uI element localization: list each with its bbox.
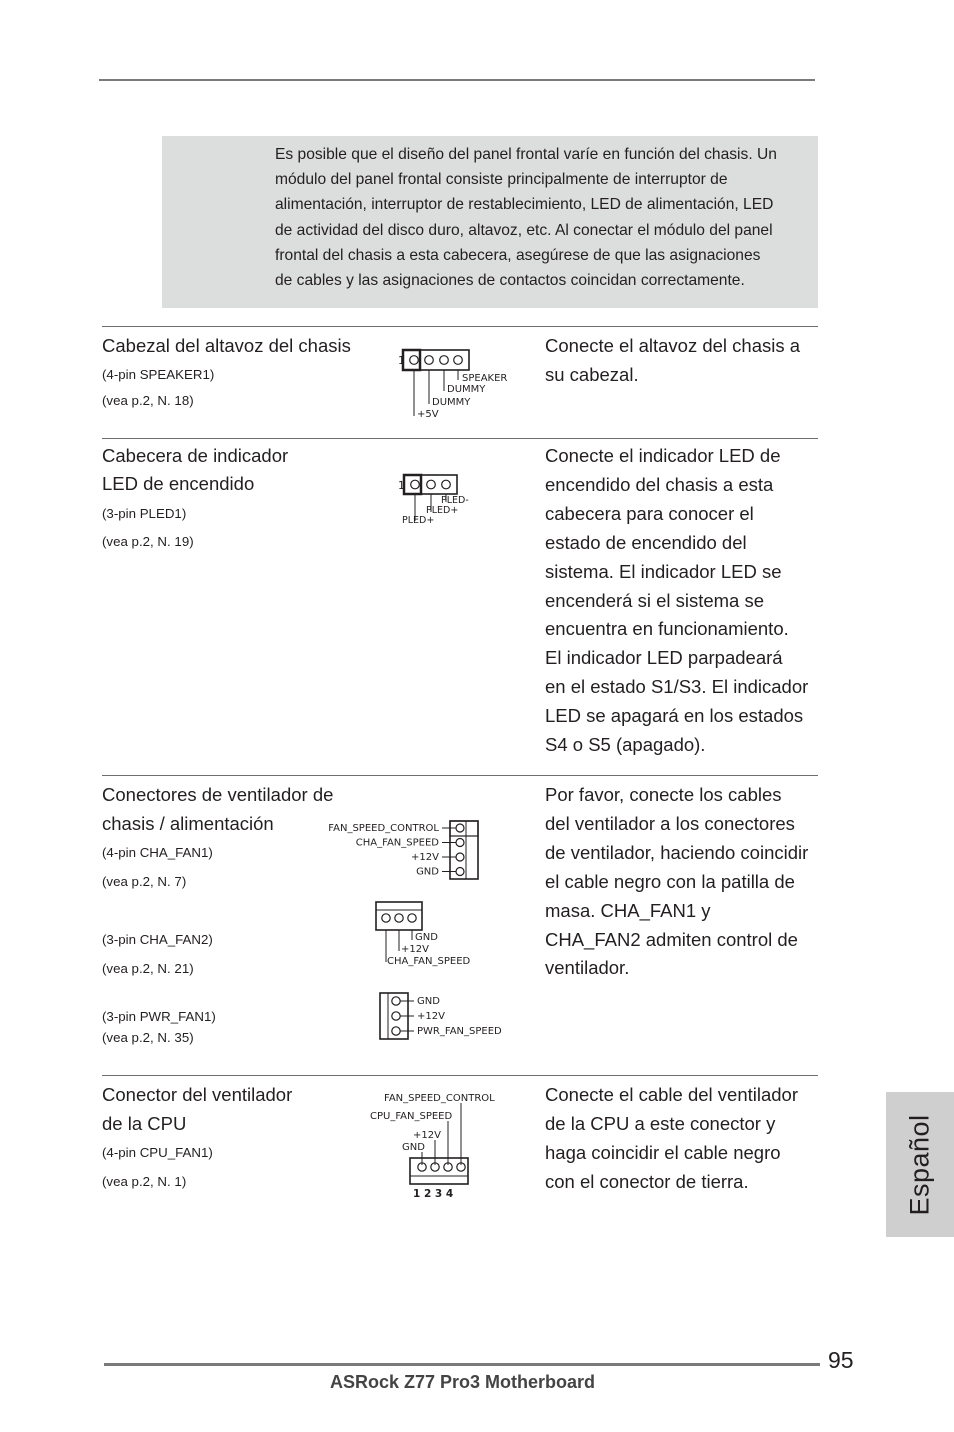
- desc-line: encuentra en funcionamiento.: [545, 618, 789, 640]
- fan-speed-control-label: FAN_SPEED_CONTROL: [384, 1093, 495, 1104]
- note-line: de cables y las asignaciones de contactos coincidan correctamente.: [275, 272, 745, 290]
- desc-line: Conecte el indicador LED de: [545, 445, 781, 466]
- pin1-number: 1: [398, 354, 405, 367]
- desc-line: ventilador.: [545, 957, 630, 979]
- dummy-pin-label: DUMMY: [447, 384, 486, 395]
- desc-line: del ventilador a los conectores: [545, 812, 795, 834]
- section-divider: [102, 1075, 818, 1076]
- gnd-label: GND: [417, 996, 440, 1007]
- cha-fan1-pin: (4-pin CHA_FAN1): [102, 845, 213, 860]
- gnd-label: GND: [416, 866, 439, 878]
- cpu-fan1-pin: (4-pin CPU_FAN1): [102, 1145, 213, 1160]
- desc-line: sistema. El indicador LED se: [545, 560, 782, 582]
- desc-line: su cabezal.: [545, 363, 639, 385]
- 12v-label: +12V: [417, 1011, 445, 1022]
- desc-line: CHA_FAN2 admiten control de: [545, 928, 798, 950]
- pled-header-diagram: [395, 470, 475, 528]
- dummy-pin-label: DUMMY: [432, 397, 471, 408]
- language-side-tab: [886, 1092, 954, 1237]
- fan-speed-control-label: FAN_SPEED_CONTROL: [328, 823, 439, 834]
- fans-title-line1: Conectores de ventilador de: [102, 784, 334, 805]
- pled-ref: (vea p.2, N. 19): [102, 534, 194, 549]
- cpu-fan-speed-label: CPU_FAN_SPEED: [370, 1111, 453, 1122]
- pled-pin: (3-pin PLED1): [102, 506, 187, 521]
- gnd-label: GND: [415, 932, 438, 943]
- footer-title: ASRock Z77 Pro3 Motherboard: [330, 1372, 596, 1392]
- cha-fan1-ref: (vea p.2, N. 7): [102, 874, 187, 889]
- page-number: 95: [828, 1347, 854, 1373]
- desc-line: Conecte el cable del ventilador: [545, 1084, 798, 1105]
- speaker-header-diagram: [395, 346, 515, 422]
- desc-line: encenderá si el sistema se: [545, 589, 765, 611]
- note-line: frontal del chasis a esta cabecera, asegúrese de que las asignaciones: [275, 246, 761, 264]
- 12v-label: +12V: [413, 1130, 441, 1141]
- pwr-fan1-header-diagram: [376, 990, 516, 1044]
- section-divider: [102, 438, 818, 439]
- 12v-label: +12V: [411, 852, 439, 863]
- top-rule: [99, 79, 815, 81]
- pled-title-line1: Cabecera de indicador: [102, 445, 289, 466]
- cha-fan2-ref: (vea p.2, N. 21): [102, 961, 194, 976]
- pwr-fan1-pin: (3-pin PWR_FAN1): [102, 1009, 216, 1024]
- note-line: Es posible que el diseño del panel frontal varíe en función del chasis. Un: [275, 146, 777, 163]
- language-label: Español: [904, 1113, 935, 1216]
- speaker-title: Cabezal del altavoz del chasis: [102, 335, 351, 356]
- speaker-desc: [545, 332, 825, 390]
- desc-line: Por favor, conecte los cables: [545, 784, 782, 805]
- cha-fan2-pin: (3-pin CHA_FAN2): [102, 932, 213, 947]
- note-line: de actividad del disco duro, altavoz, etc. Al conectar el módulo del panel: [275, 221, 773, 239]
- fans-title-line2: chasis / alimentación: [102, 813, 274, 834]
- desc-line: estado de encendido del: [545, 531, 747, 553]
- section-divider: [102, 775, 818, 776]
- note-text: [275, 142, 820, 293]
- desc-line: encendido del chasis a esta: [545, 473, 774, 495]
- desc-line: con el conector de tierra.: [545, 1170, 749, 1192]
- 5v-pin-label: +5V: [417, 409, 439, 420]
- speaker-pin-label: SPEAKER: [462, 373, 508, 384]
- cha-fan-speed-label: CHA_FAN_SPEED: [355, 837, 439, 849]
- speaker-ref: (vea p.2, N. 18): [102, 393, 194, 408]
- cpu-title-line1: Conector del ventilador: [102, 1084, 293, 1105]
- cha-fan-speed-label: CHA_FAN_SPEED: [387, 956, 471, 967]
- cpu-desc: [545, 1081, 825, 1197]
- section-divider: [102, 326, 818, 327]
- cha-fan2-header-diagram: [372, 899, 484, 969]
- cha-fan1-header-diagram: [312, 818, 482, 882]
- cpu-fan1-ref: (vea p.2, N. 1): [102, 1174, 187, 1189]
- pled-desc: [545, 442, 825, 760]
- cpu-title-line2: de la CPU: [102, 1113, 187, 1134]
- pled-minus-label: PLED-: [441, 495, 469, 506]
- desc-line: de la CPU a este conector y: [545, 1112, 776, 1134]
- cpu-fan1-header-diagram: [366, 1090, 506, 1202]
- note-line: módulo del panel frontal consiste principalmente de interruptor de: [275, 171, 728, 189]
- desc-line: masa. CHA_FAN1 y: [545, 899, 711, 921]
- pled-plus-label: PLED+: [402, 515, 435, 526]
- 12v-label: +12V: [401, 944, 429, 955]
- pin-numbers: 1 2 3 4: [413, 1188, 454, 1200]
- desc-line: S4 o S5 (apagado).: [545, 734, 706, 756]
- desc-line: haga coincidir el cable negro: [545, 1141, 781, 1163]
- pwr-fan1-ref: (vea p.2, N. 35): [102, 1030, 194, 1045]
- desc-line: cabecera para conocer el: [545, 502, 754, 524]
- desc-line: LED se apagará en los estados: [545, 705, 804, 727]
- desc-line: el cable negro con la patilla de: [545, 870, 795, 892]
- note-line: alimentación, interruptor de restablecimiento, LED de alimentación, LED: [275, 196, 774, 214]
- speaker-pin: (4-pin SPEAKER1): [102, 367, 215, 382]
- pled-plus-label: PLED+: [426, 505, 459, 516]
- bottom-rule: [104, 1363, 820, 1366]
- pled-title-line2: LED de encendido: [102, 473, 255, 494]
- desc-line: El indicador LED parpadeará: [545, 647, 783, 669]
- gnd-label: GND: [402, 1142, 425, 1153]
- pwr-fan-speed-label: PWR_FAN_SPEED: [417, 1026, 502, 1037]
- desc-line: Conecte el altavoz del chasis a: [545, 335, 801, 356]
- desc-line: de ventilador, haciendo coincidir: [545, 841, 809, 863]
- pin1-number: 1: [398, 479, 405, 492]
- fans-desc: [545, 781, 825, 983]
- desc-line: en el estado S1/S3. El indicador: [545, 676, 809, 698]
